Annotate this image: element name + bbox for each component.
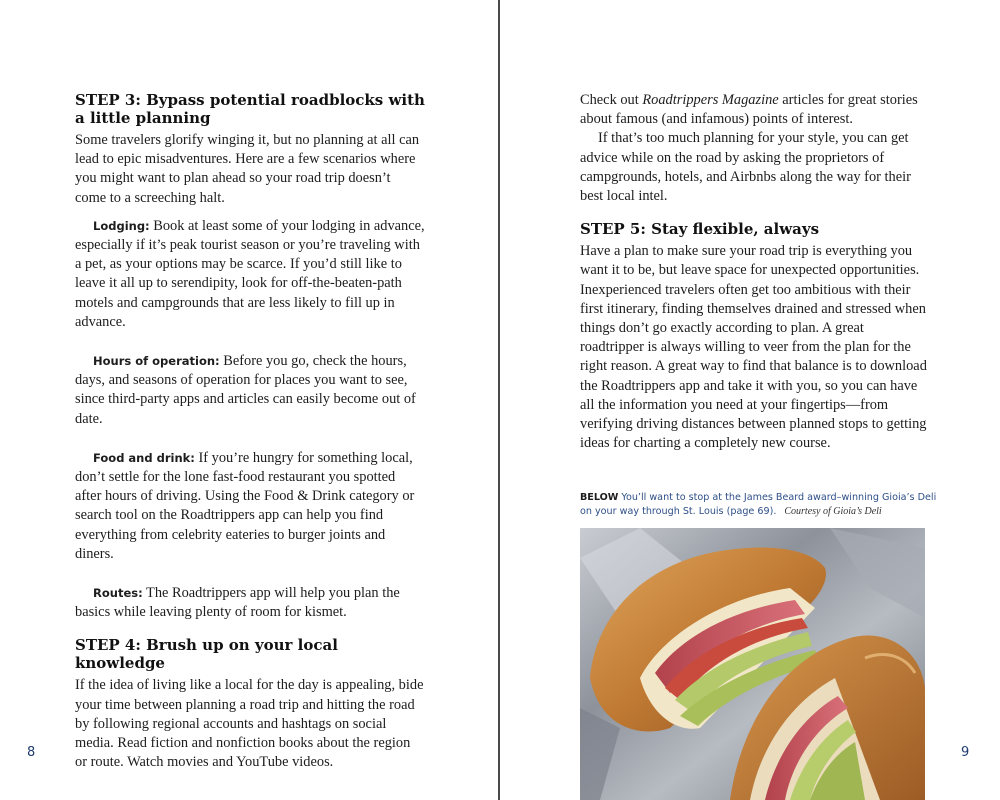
step5-text: Have a plan to make sure your road trip is everything you want it to be, but leave space for unexpected opportunities. Inexperienced travelers often get too ambitious with their first itinerary, finding themselves drained and stressed when things don’t go exactly according to plan. A great roadtripper is always willing to veer from the plan for the right reason. A great way to find that balance is to download the Roadtrippers app and take it with you, so you can have all the information you need at your fingertips—from verifying driving distances between planned stops to getting ideas for charting a completely new course. — [580, 243, 927, 452]
food-label: Food and drink: — [93, 450, 195, 465]
step4-heading: STEP 4: Brush up on your local knowledge — [75, 636, 338, 673]
routes-paragraph — [75, 584, 425, 622]
left-page — [0, 0, 498, 800]
hours-text: Before you go, check the hours, days, and seasons of operation for places you want to see, since third-party apps and articles can easily become out of date. — [75, 353, 416, 427]
caption-credit: Courtesy of Gioia’s Deli — [784, 506, 882, 517]
magazine-before: Check out — [580, 92, 643, 108]
hours-label: Hours of operation: — [93, 354, 220, 369]
page-number-left: 8 — [27, 745, 36, 760]
magazine-after: articles for great stories about famous (and infamous) points of interest. — [580, 92, 918, 128]
step5-heading: STEP 5: Stay flexible, always — [580, 220, 820, 239]
food-text: If you’re hungry for something local, don’t settle for the lone fast-food restaurant you spotted after hours of driving. Using the Food & Drink category or search tool on the Roadtrippers app can help you find everything from celebrity eateries to burger joints and diners. — [75, 449, 415, 562]
lodging-label: Lodging: — [93, 218, 150, 233]
sandwich-photo — [580, 528, 925, 800]
lodging-text: Book at least some of your lodging in advance, especially if it’s peak tourist season or you’re traveling with a pet, as your options may be scarce. If you’d still like to leave it all up to serendipity, look for off-the-beaten-path motels and campgrounds that are less likely to fill up in advance. — [75, 217, 425, 330]
food-paragraph — [75, 449, 425, 564]
sandwich-illustration — [580, 528, 925, 800]
hours-paragraph — [75, 352, 425, 429]
page-number-right: 9 — [961, 745, 970, 760]
step3-intro: Some travelers glorify winging it, but no planning at all can lead to epic misadventures. Here are a few scenarios where you might want to plan ahead so your road trip doesn’t come to a screeching halt. — [75, 132, 420, 206]
magazine-title: Roadtrippers Magazine — [642, 92, 779, 108]
step4-text: If the idea of living like a local for the day is appealing, bide your time between planning a road trip and hitting the road by following regional accounts and hashtags on social media. Read fiction and nonfiction books about the region or route. Watch movies and YouTube videos. — [75, 677, 424, 771]
right-column — [580, 91, 930, 453]
caption-label: BELOW — [580, 492, 619, 503]
photo-caption — [580, 491, 940, 519]
caption-text: You’ll want to stop at the James Beard award–winning Gioia’s Deli on your way through St. Louis (page 69). — [580, 492, 937, 517]
step3-heading: STEP 3: Bypass potential roadblocks with a little planning — [75, 91, 425, 127]
lodging-paragraph — [75, 217, 425, 332]
routes-text: The Roadtrippers app will help you plan the basics while leaving plenty of room for kismet. — [75, 585, 400, 621]
routes-label: Routes: — [93, 586, 143, 601]
right-page — [500, 0, 1000, 800]
advice-paragraph: If that’s too much planning for your style, you can get advice while on the road by asking the proprietors of campgrounds, hotels, and Airbnbs along the way for their best local intel. — [580, 130, 911, 205]
magazine-paragraph — [580, 91, 930, 129]
left-column — [75, 91, 425, 772]
